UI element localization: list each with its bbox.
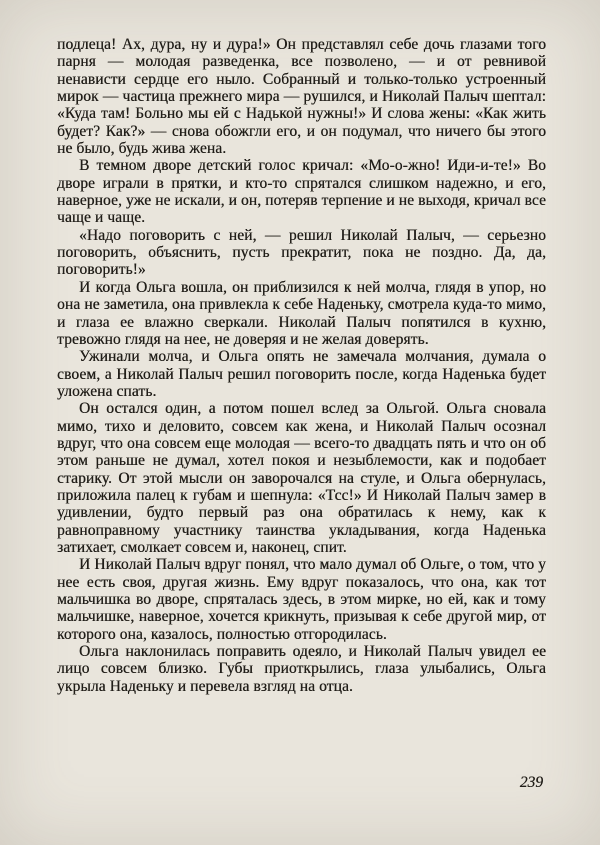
paragraph: Он остался один, а потом пошел вслед за Ольгой. Ольга сновала мимо, тихо и деловито, совсем как жена, и Николай Палыч осознал вдруг, что она совсем еще молодая — всего-то двадцать пять и что он об этом раньше не думал, хотел покоя и незыблемости, как и подобает старику. От этой мысли он заворочался на стуле, и Ольга обернулась, приложила палец к губам и шепнула: «Тсс!» И Николай Палыч замер в удивлении, будто первый раз она обратилась к нему, как к равноправному участнику таинства укладывания, когда Наденька затихает, смолкает совсем и, наконец, спит. [57, 400, 546, 556]
paragraph: Ужинали молча, и Ольга опять не замечала молчания, думала о своем, а Николай Палыч решил поговорить после, когда Наденька будет уложена спать. [57, 348, 546, 400]
paragraph: Ольга наклонилась поправить одеяло, и Николай Палыч увидел ее лицо совсем близко. Губы приоткрылись, глаза улыбались, Ольга укрыла Наденьку и перевела взгляд на отца. [57, 643, 546, 695]
paragraph: И когда Ольга вошла, он приблизился к ней молча, глядя в упор, но она не заметила, она привлекла к себе Наденьку, смотрела куда-то мимо, и глаза ее влажно сверкали. Николай Палыч попятился в кухню, тревожно глядя на нее, не доверяя и не желая доверять. [57, 278, 546, 348]
text-block [57, 36, 546, 695]
paragraph: «Надо поговорить с ней, — решил Николай Палыч, — серьезно поговорить, объяснить, пусть прекратит, пока не поздно. Да, да, поговорить!» [57, 226, 546, 279]
paragraph: подлеца! Ах, дура, ну и дура!» Он представлял себе дочь глазами того парня — молодая разведенка, все позволено, — и от ревнивой ненависти сердце его ныло. Собранный и только-только устроенный мирок — частица прежнего мира — рушился, и Николай Палыч шептал: «Куда там! Больно мы ей с Надькой нужны!» И слова жены: «Как жить будет? Как?» — снова обожгли его, и он подумал, что ничего бы этого не было, будь жива жена. [57, 36, 546, 158]
paragraph: В темном дворе детский голос кричал: «Мо-о-жно! Иди-и-те!» Во дворе играли в прятки, и кто-то спрятался слишком надежно, и его, наверное, уже не искали, и он, потеряв терпение и не выходя, кричал все чаще и чаще. [57, 157, 546, 227]
page-number: 239 [519, 774, 543, 791]
paragraph: И Николай Палыч вдруг понял, что мало думал об Ольге, о том, что у нее есть своя, другая жизнь. Ему вдруг показалось, что она, как тот мальчишка во дворе, спряталась здесь, в этом мирке, но ей, как и тому мальчишке, наверное, хочется крикнуть, призывая к себе другой мир, от которого она, казалось, полностью отгородилась. [57, 556, 546, 643]
